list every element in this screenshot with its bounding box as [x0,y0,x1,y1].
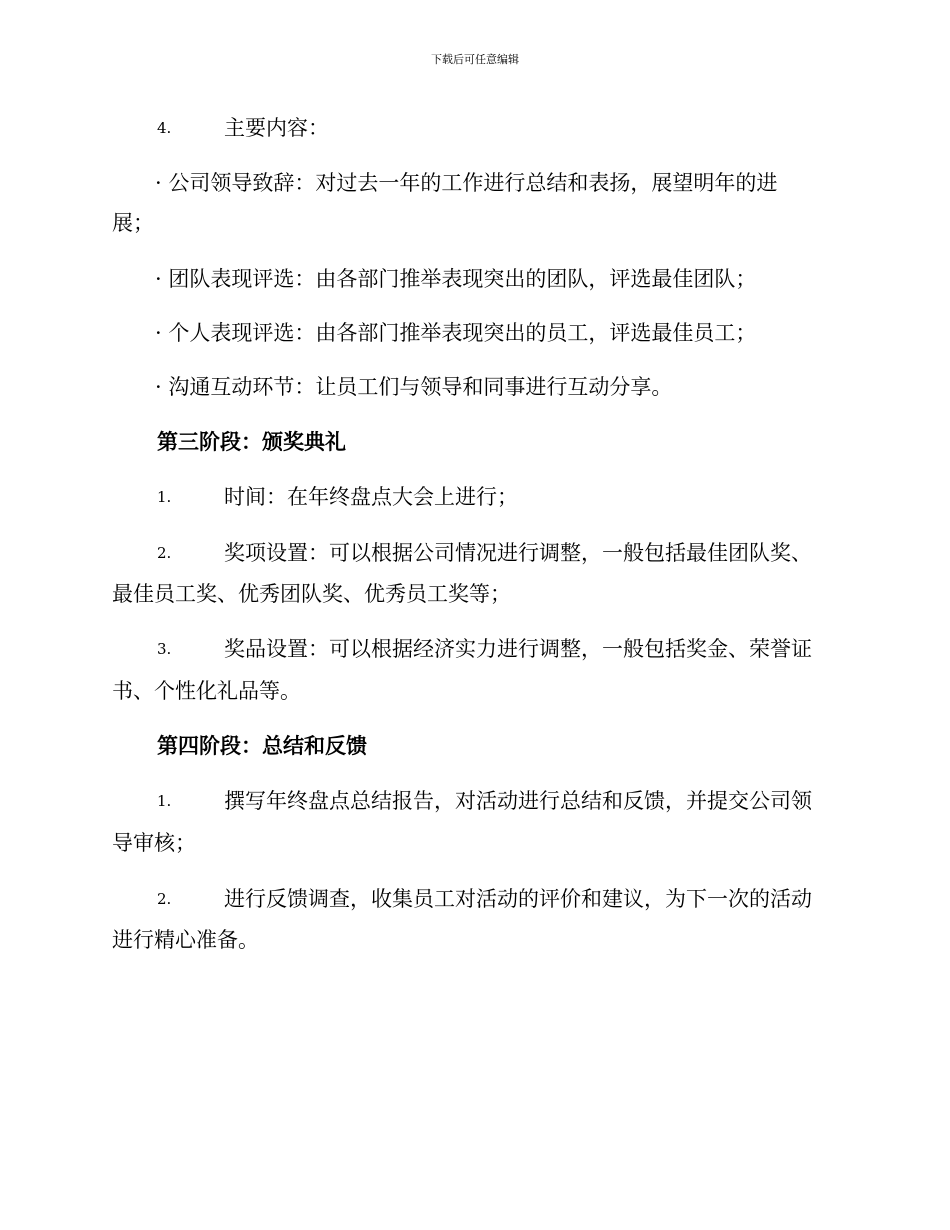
bullet-item: · 团队表现评选：由各部门推举表现突出的团队，评选最佳团队； [155,267,757,291]
list-item-continuation: 书、个性化礼品等。 [112,679,301,703]
section-heading: 第四阶段：总结和反馈 [157,733,367,758]
bullet-item: · 公司领导致辞：对过去一年的工作进行总结和表扬，展望明年的进 [155,171,778,195]
list-item-text: 时间：在年终盘点大会上进行； [224,485,518,509]
list-item-text: 主要内容： [224,116,329,140]
bullet-item-continuation: 展； [112,211,154,235]
list-number: 2. [157,890,172,908]
list-item-continuation: 最佳员工奖、优秀团队奖、优秀员工奖等； [112,582,511,606]
list-item-continuation: 进行精心准备。 [112,928,259,952]
list-number: 3. [157,640,172,658]
page-header: 下载后可任意编辑 [431,53,519,66]
bullet-item: · 沟通互动环节：让员工们与领导和同事进行互动分享。 [155,375,673,399]
list-number: 1. [157,792,172,810]
list-item-text: 奖项设置：可以根据公司情况进行调整，一般包括最佳团队奖、 [224,541,812,565]
list-item-text: 奖品设置：可以根据经济实力进行调整，一般包括奖金、荣誉证 [224,637,812,661]
list-number: 4. [157,119,172,137]
list-item-continuation: 导审核； [112,831,196,855]
bullet-item: · 个人表现评选：由各部门推举表现突出的员工，评选最佳员工； [155,321,757,345]
list-number: 1. [157,488,172,506]
list-item-text: 进行反馈调查，收集员工对活动的评价和建议，为下一次的活动 [224,887,812,911]
list-number: 2. [157,544,172,562]
section-heading: 第三阶段：颁奖典礼 [157,429,346,454]
list-item-text: 撰写年终盘点总结报告，对活动进行总结和反馈，并提交公司领 [224,789,812,813]
